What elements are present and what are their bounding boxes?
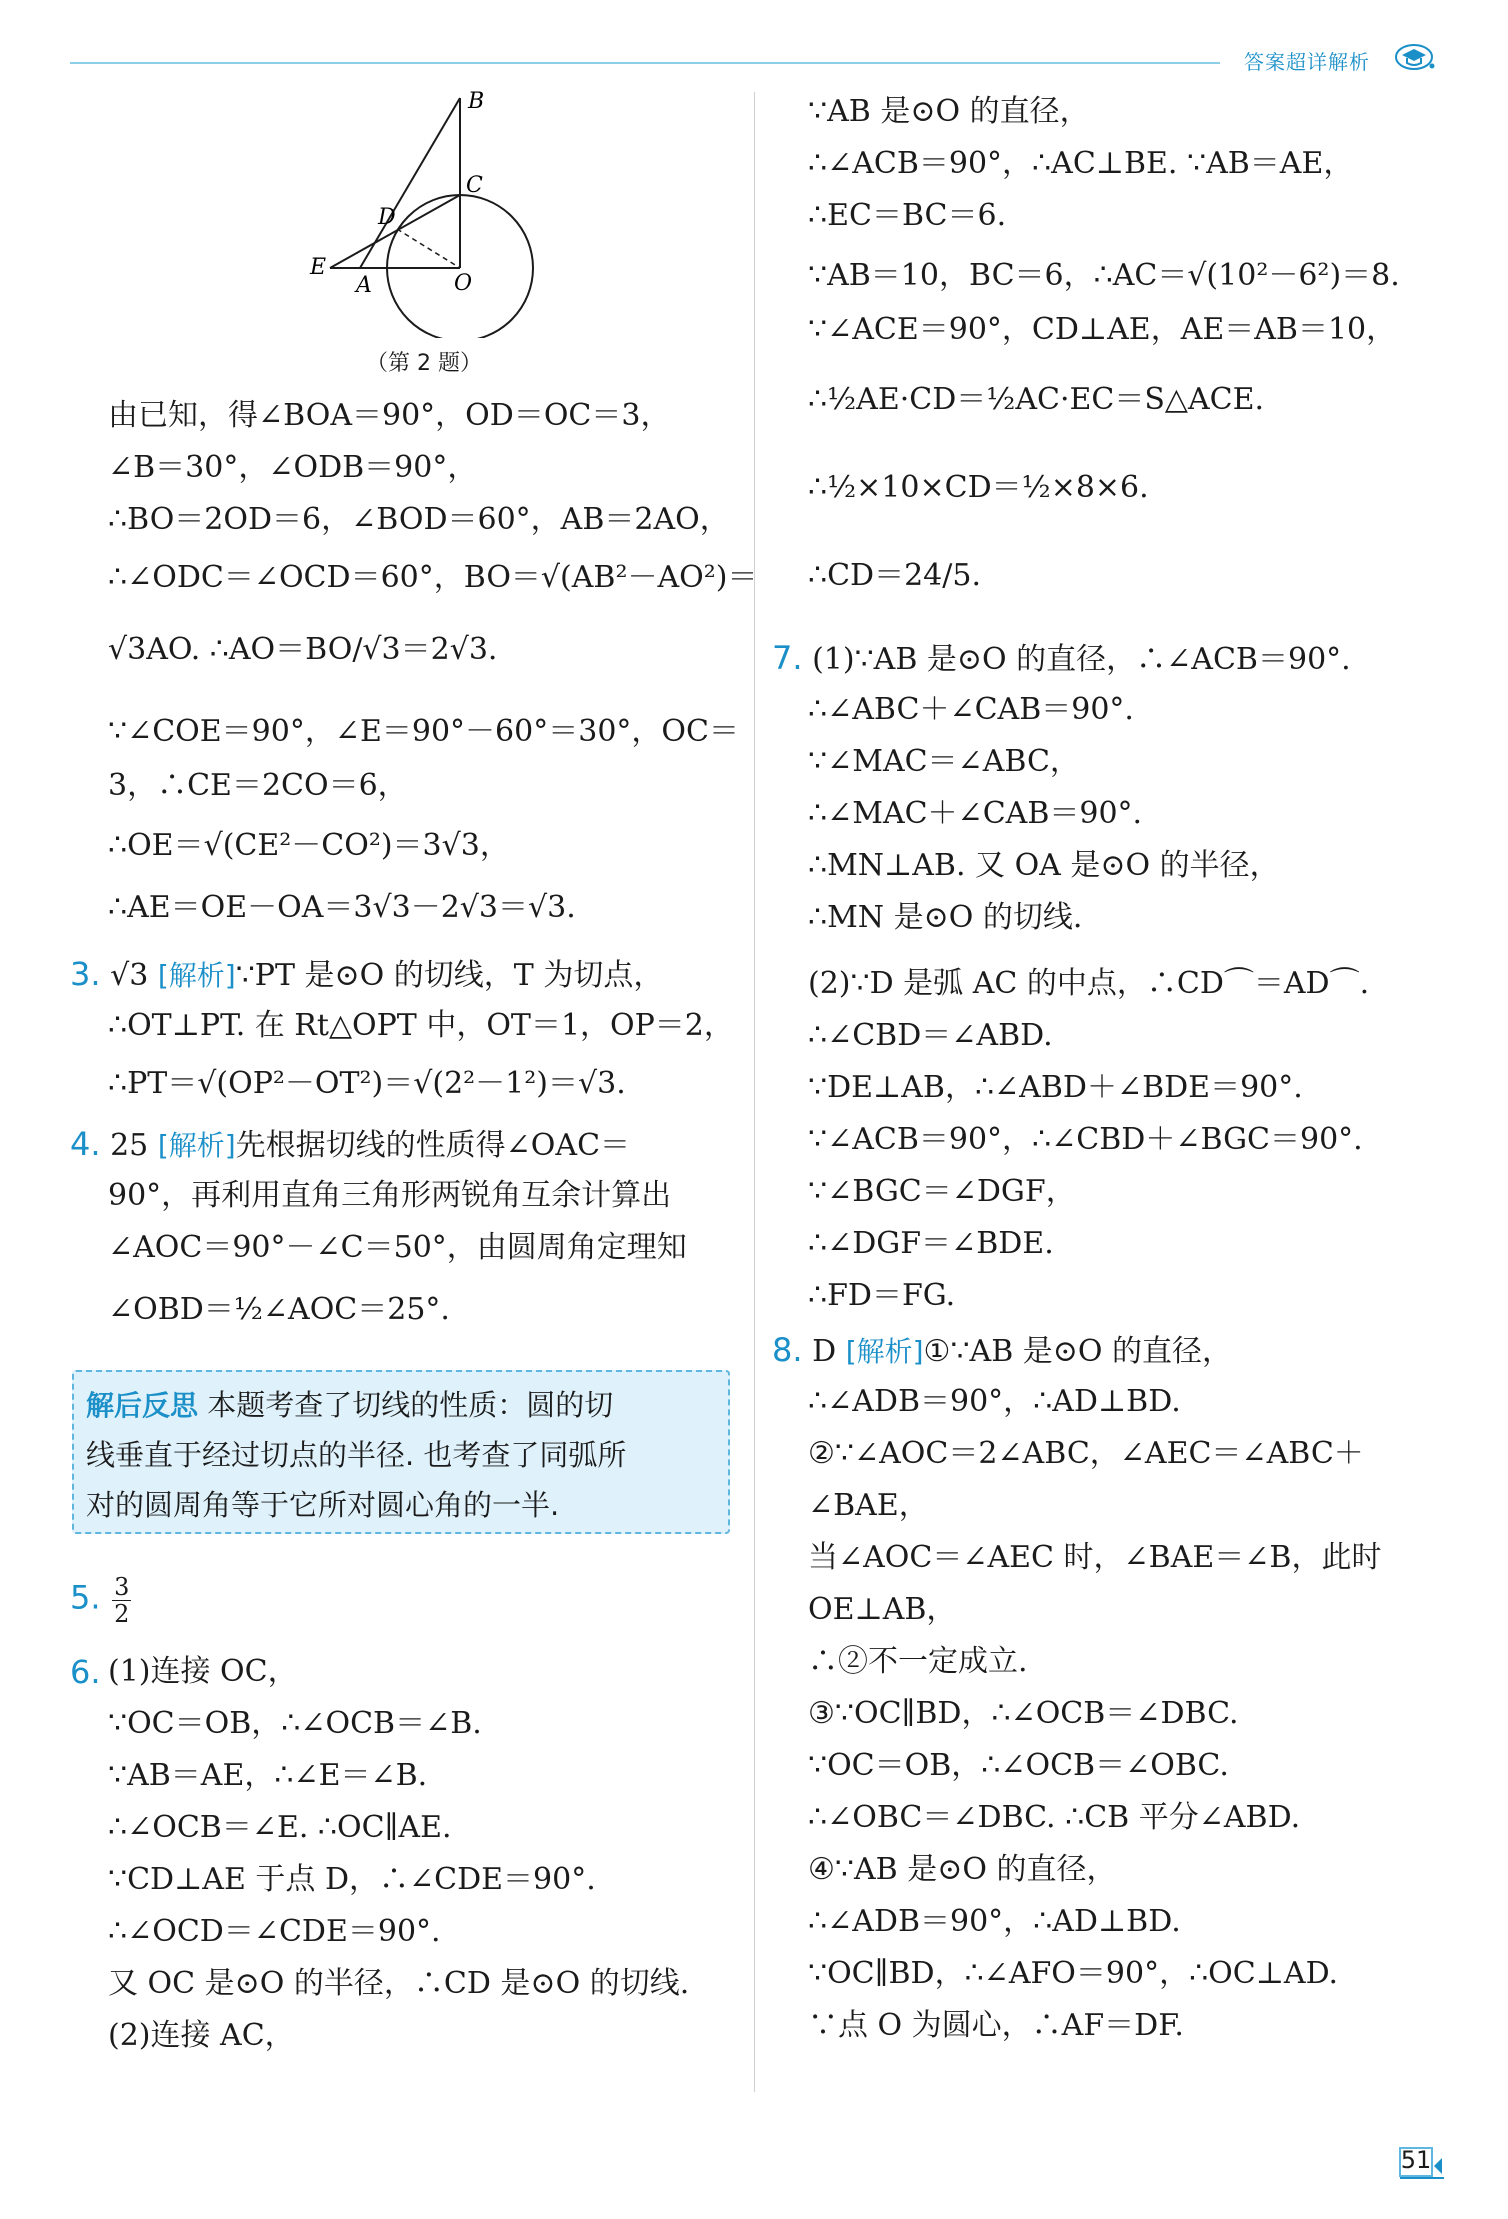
label-D: D bbox=[378, 205, 396, 230]
analysis-tag: [解析] bbox=[845, 1335, 924, 1368]
solution-line: ∠OBD＝½∠AOC＝25°. bbox=[108, 1292, 450, 1327]
solution-line: ∴FD＝FG. bbox=[808, 1278, 956, 1313]
solution-line: ∵∠BGC＝∠DGF， bbox=[808, 1174, 1076, 1209]
solution-line: ∴∠ABC＋∠CAB＝90°. bbox=[808, 692, 1134, 727]
solution-line: √3AO. ∴AO＝BO/√3＝2√3. bbox=[108, 632, 498, 667]
question-3 bbox=[70, 954, 663, 996]
reflection-line-3: 对的圆周角等于它所对圆心角的一半. bbox=[86, 1488, 560, 1522]
page-number: 51 bbox=[1400, 2146, 1432, 2174]
solution-line: ∴∠OBC＝∠DBC. ∴CB 平分∠ABD. bbox=[808, 1800, 1301, 1835]
solution-line: ∠AOC＝90°－∠C＝50°，由圆周角定理知 bbox=[108, 1230, 687, 1265]
reflection-line-1 bbox=[86, 1380, 613, 1431]
solution-line: ∵∠ACE＝90°，CD⊥AE，AE＝AB＝10， bbox=[808, 312, 1397, 347]
solution-line: (2)∵D 是弧 AC 的中点，∴CD⌒＝AD⌒. bbox=[808, 966, 1370, 1001]
solution-line: 90°，再利用直角三角形两锐角互余计算出 bbox=[108, 1178, 672, 1213]
solution-line: ∴CD＝24/5. bbox=[808, 558, 981, 593]
question-number: 3. bbox=[70, 955, 101, 993]
graduation-cap-icon bbox=[1394, 40, 1436, 74]
solution-line: (1)连接 OC， bbox=[108, 1654, 298, 1689]
solution-line: 由已知，得∠BOA＝90°，OD＝OC＝3， bbox=[108, 398, 671, 433]
solution-line: ∵OC∥BD，∴∠AFO＝90°，∴OC⊥AD. bbox=[808, 1956, 1339, 1991]
question-number: 4. bbox=[70, 1125, 101, 1163]
label-O: O bbox=[454, 271, 473, 296]
solution-line: ∴OE＝√(CE²－CO²)＝3√3， bbox=[108, 828, 510, 863]
solution-line: ∠BAE， bbox=[808, 1488, 929, 1523]
solution-line: ∵∠COE＝90°，∠E＝90°－60°＝30°，OC＝ bbox=[108, 714, 739, 749]
question-text: (1)∵AB 是⊙O 的直径，∴∠ACB＝90°. bbox=[812, 642, 1351, 677]
solution-line: ∵∠ACB＝90°，∴∠CBD＋∠BGC＝90°. bbox=[808, 1122, 1363, 1157]
solution-line: 又 OC 是⊙O 的半径，∴CD 是⊙O 的切线. bbox=[108, 1966, 690, 2001]
solution-line: ∴∠ODC＝∠OCD＝60°，BO＝√(AB²－AO²)＝ bbox=[108, 560, 758, 595]
question-text: 先根据切线的性质得∠OAC＝ bbox=[235, 1128, 631, 1163]
question-number: 5. bbox=[70, 1578, 101, 1617]
label-A: A bbox=[356, 273, 372, 298]
solution-line: ∴②不一定成立. bbox=[808, 1644, 1028, 1679]
solution-line: ∴AE＝OE－OA＝3√3－2√3＝√3. bbox=[108, 890, 576, 925]
reflection-title: 解后反思 bbox=[86, 1389, 199, 1422]
solution-line: ∵点 O 为圆心，∴AF＝DF. bbox=[808, 2008, 1184, 2043]
column-divider bbox=[754, 92, 755, 2092]
answer-fraction: $\frac{3}{2}$ bbox=[114, 1573, 130, 1628]
label-B: B bbox=[468, 89, 485, 114]
question-6-number: 6. bbox=[70, 1653, 101, 1691]
solution-line: ④∵AB 是⊙O 的直径， bbox=[808, 1852, 1117, 1887]
question-5 bbox=[70, 1574, 133, 1627]
reflection-text: 本题考查了切线的性质：圆的切 bbox=[207, 1388, 614, 1422]
question-number: 7. bbox=[772, 639, 803, 677]
solution-line: ∴∠ACB＝90°，∴AC⊥BE. ∵AB＝AE， bbox=[808, 146, 1354, 181]
solution-line: ∴∠ADB＝90°，∴AD⊥BD. bbox=[808, 1904, 1181, 1939]
solution-line: ∵CD⊥AE 于点 D，∴∠CDE＝90°. bbox=[108, 1862, 596, 1897]
solution-line: ∠B＝30°，∠ODB＝90°， bbox=[108, 450, 478, 485]
solution-line: 当∠AOC＝∠AEC 时，∠BAE＝∠B，此时 bbox=[808, 1540, 1382, 1575]
solution-line: (2)连接 AC， bbox=[108, 2018, 295, 2053]
question-text: ∵PT 是⊙O 的切线，T 为切点， bbox=[235, 958, 664, 993]
solution-line: ∴∠OCB＝∠E. ∴OC∥AE. bbox=[108, 1810, 452, 1845]
answer: D bbox=[812, 1334, 837, 1369]
solution-line: ∴MN 是⊙O 的切线. bbox=[808, 900, 1083, 935]
solution-line: OE⊥AB， bbox=[808, 1592, 957, 1627]
answer: √3 bbox=[110, 958, 149, 993]
reflection-box bbox=[72, 1370, 730, 1534]
analysis-tag: [解析] bbox=[157, 1129, 236, 1162]
analysis-tag: [解析] bbox=[157, 959, 236, 992]
solution-line: ∴∠DGF＝∠BDE. bbox=[808, 1226, 1054, 1261]
solution-line: ∴OT⊥PT. 在 Rt△OPT 中，OT＝1，OP＝2， bbox=[108, 1008, 734, 1043]
question-text: ①∵AB 是⊙O 的直径， bbox=[923, 1334, 1233, 1369]
solution-line: ∵∠MAC＝∠ABC， bbox=[808, 744, 1080, 779]
solution-line: ∴∠CBD＝∠ABD. bbox=[808, 1018, 1053, 1053]
solution-line: ∴½×10×CD＝½×8×6. bbox=[808, 470, 1149, 505]
question-4 bbox=[70, 1124, 630, 1166]
solution-line: ∵OC＝OB，∴∠OCB＝∠B. bbox=[108, 1706, 482, 1741]
solution-line: ∵AB＝AE，∴∠E＝∠B. bbox=[108, 1758, 428, 1793]
solution-line: ∴EC＝BC＝6. bbox=[808, 198, 1007, 233]
solution-line: ③∵OC∥BD，∴∠OCB＝∠DBC. bbox=[808, 1696, 1239, 1731]
solution-line: ∵AB＝10，BC＝6，∴AC＝√(10²－6²)＝8. bbox=[808, 258, 1400, 293]
geometry-figure bbox=[300, 88, 560, 338]
solution-line: ∴∠MAC＋∠CAB＝90°. bbox=[808, 796, 1143, 831]
solution-line: ∴∠ADB＝90°，∴AD⊥BD. bbox=[808, 1384, 1181, 1419]
solution-line: ∴BO＝2OD＝6，∠BOD＝60°，AB＝2AO， bbox=[108, 502, 730, 537]
solution-line: ∴MN⊥AB. 又 OA 是⊙O 的半径， bbox=[808, 848, 1280, 883]
label-E: E bbox=[310, 255, 327, 280]
figure-caption: （第 2 题） bbox=[366, 351, 482, 376]
solution-line: ∵DE⊥AB，∴∠ABD＋∠BDE＝90°. bbox=[808, 1070, 1303, 1105]
header-title: 答案超详解析 bbox=[1244, 50, 1370, 74]
solution-line: ∴∠OCD＝∠CDE＝90°. bbox=[108, 1914, 441, 1949]
solution-line: ∵AB 是⊙O 的直径， bbox=[808, 94, 1090, 129]
answer: 25 bbox=[110, 1128, 149, 1163]
solution-line: ∴PT＝√(OP²－OT²)＝√(2²－1²)＝√3. bbox=[108, 1066, 626, 1101]
header-rule bbox=[70, 62, 1220, 64]
solution-line: ∴½AE·CD＝½AC·EC＝S△ACE. bbox=[808, 382, 1265, 417]
reflection-line-2: 线垂直于经过切点的半径. 也考查了同弧所 bbox=[86, 1438, 627, 1472]
label-C: C bbox=[466, 173, 483, 198]
solution-line: ②∵∠AOC＝2∠ABC，∠AEC＝∠ABC＋ bbox=[808, 1436, 1364, 1471]
solution-line: ∵OC＝OB，∴∠OCB＝∠OBC. bbox=[808, 1748, 1229, 1783]
solution-line: 3，∴CE＝2CO＝6， bbox=[108, 768, 408, 803]
question-number: 8. bbox=[772, 1331, 803, 1369]
question-8 bbox=[772, 1330, 1232, 1372]
question-7 bbox=[772, 638, 1351, 680]
